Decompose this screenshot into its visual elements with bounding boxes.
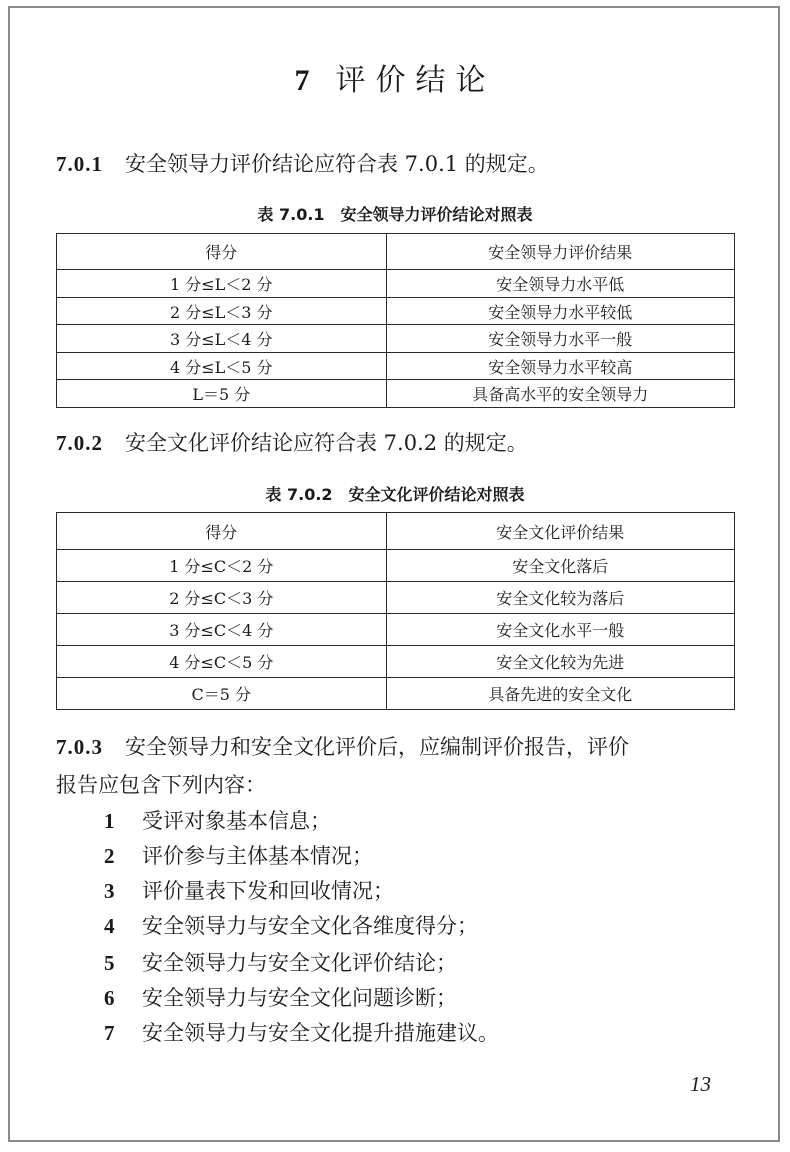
clause-text: 安全领导力和安全文化评价后，应编制评价报告，评价 <box>125 735 629 759</box>
result-cell: 安全文化较为先进 <box>386 646 734 678</box>
table-row <box>57 646 735 678</box>
list-item <box>104 1018 499 1048</box>
list-item <box>104 876 394 906</box>
table-row <box>57 678 735 710</box>
table-row <box>57 614 735 646</box>
clause-text: 安全领导力评价结论应符合表 7.0.1 的规定。 <box>125 152 549 176</box>
table-7-0-2-caption: 表 7.0.2 安全文化评价结论对照表 <box>265 485 525 504</box>
header-result: 安全文化评价结果 <box>386 513 734 550</box>
score-cell: 4 分≤L＜5 分 <box>57 353 387 380</box>
score-cell: 2 分≤L＜3 分 <box>57 298 387 325</box>
list-item-number: 3 <box>104 879 115 903</box>
score-cell: C＝5 分 <box>57 678 387 710</box>
result-cell: 安全领导力水平较低 <box>386 298 734 325</box>
header-result: 安全领导力评价结果 <box>386 234 734 270</box>
result-cell: 具备先进的安全文化 <box>386 678 734 710</box>
list-item-number: 4 <box>104 914 115 938</box>
list-item-text: 安全领导力与安全文化问题诊断； <box>142 986 457 1010</box>
list-item-number: 2 <box>104 844 115 868</box>
result-cell: 安全文化较为落后 <box>386 582 734 614</box>
list-item <box>104 911 478 941</box>
result-cell: 安全领导力水平一般 <box>386 325 734 353</box>
list-item-number: 1 <box>104 809 115 833</box>
result-cell: 具备高水平的安全领导力 <box>386 380 734 408</box>
list-item-text: 受评对象基本信息； <box>142 809 331 833</box>
list-item <box>104 983 457 1013</box>
list-item <box>104 841 373 871</box>
table-row <box>57 380 735 408</box>
score-cell: L＝5 分 <box>57 380 387 408</box>
list-item-text: 安全领导力与安全文化各维度得分； <box>142 914 478 938</box>
table-header-row <box>57 234 735 270</box>
clause-7-0-2 <box>56 424 528 462</box>
header-score: 得分 <box>57 513 387 550</box>
table-row <box>57 353 735 380</box>
table-row <box>57 582 735 614</box>
list-item-number: 5 <box>104 951 115 975</box>
list-item-number: 7 <box>104 1021 115 1045</box>
clause-number: 7.0.1 <box>56 152 103 176</box>
table-7-0-2 <box>56 512 735 710</box>
result-cell: 安全文化落后 <box>386 550 734 582</box>
table-7-0-1 <box>56 233 735 408</box>
result-cell: 安全文化水平一般 <box>386 614 734 646</box>
table-row <box>57 550 735 582</box>
chapter-title-text: 评价结论 <box>335 63 496 98</box>
clause-7-0-1 <box>56 145 549 183</box>
list-item-text: 评价参与主体基本情况； <box>142 844 373 868</box>
clause-line-1 <box>56 728 629 766</box>
score-cell: 2 分≤C＜3 分 <box>57 582 387 614</box>
header-score: 得分 <box>57 234 387 270</box>
chapter-title <box>0 55 790 99</box>
score-cell: 1 分≤L＜2 分 <box>57 270 387 298</box>
list-item <box>104 948 457 978</box>
result-cell: 安全领导力水平低 <box>386 270 734 298</box>
clause-text: 安全文化评价结论应符合表 7.0.2 的规定。 <box>125 431 528 455</box>
list-item <box>104 806 331 836</box>
clause-number: 7.0.3 <box>56 735 103 759</box>
result-cell: 安全领导力水平较高 <box>386 353 734 380</box>
clause-7-0-3 <box>56 728 629 804</box>
score-cell: 3 分≤C＜4 分 <box>57 614 387 646</box>
clause-line-2: 报告应包含下列内容： <box>56 773 266 797</box>
list-item-number: 6 <box>104 986 115 1010</box>
table-row <box>57 298 735 325</box>
table-7-0-1-caption: 表 7.0.1 安全领导力评价结论对照表 <box>257 205 533 224</box>
table-row <box>57 325 735 353</box>
score-cell: 1 分≤C＜2 分 <box>57 550 387 582</box>
table-header-row <box>57 513 735 550</box>
chapter-number: 7 <box>294 64 310 97</box>
score-cell: 4 分≤C＜5 分 <box>57 646 387 678</box>
score-cell: 3 分≤L＜4 分 <box>57 325 387 353</box>
list-item-text: 安全领导力与安全文化评价结论； <box>142 951 457 975</box>
clause-number: 7.0.2 <box>56 431 103 455</box>
list-item-text: 安全领导力与安全文化提升措施建议。 <box>142 1021 499 1045</box>
page-number: 13 <box>690 1072 711 1096</box>
table-row <box>57 270 735 298</box>
list-item-text: 评价量表下发和回收情况； <box>142 879 394 903</box>
